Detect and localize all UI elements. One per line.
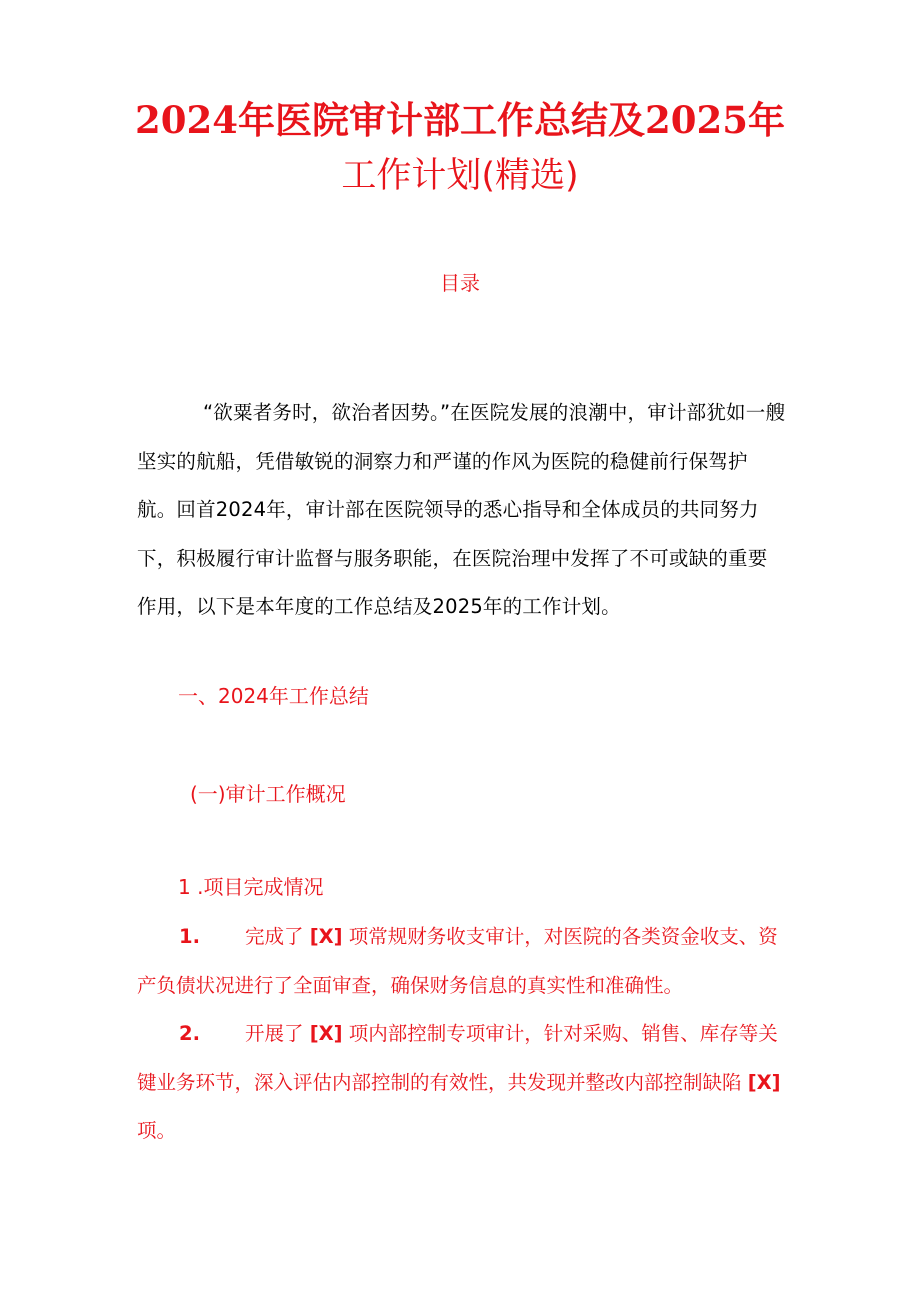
list-item-number: 1.	[179, 925, 200, 948]
placeholder-marker: [X]	[309, 925, 343, 948]
list-item-text-pre: 开展了	[245, 1022, 310, 1045]
subsection-heading-1: (一)审计工作概况	[190, 782, 346, 806]
list-item	[137, 1010, 787, 1156]
placeholder-marker: [X]	[747, 1070, 781, 1094]
list-item	[137, 913, 787, 1010]
intro-paragraph: “欲粟者务时，欲治者因势。”在医院发展的浪潮中，审计部犹如一艘坚实的航船，凭借敏锐的洞察力和严谨的作风为医院的稳健前行保驾护航。回首2024年，审计部在医院领导的悉心指导和全体成员的共同努力下，积极履行审计监督与服务职能，在医院治理中发挥了不可或缺的重要作用，以下是本年度的工作总结及2025年的工作计划。	[137, 401, 786, 618]
list-item-number: 2.	[179, 1022, 200, 1045]
title-line-2: 工作计划(精选)	[341, 156, 579, 196]
title-line-1: 2024年医院审计部工作总结及2025年	[135, 98, 785, 142]
section-heading-1: 一、2024年工作总结	[178, 684, 369, 708]
list-item-text-post: 项内部控制专项审计，针对采购、销售、库存等关键业务环节，深入评估内部控制的有效性，共发现并整改内部控制缺陷	[137, 1022, 778, 1094]
list-item-text-post: 项常规财务收支审计，对医院的各类资金收支、资产负债状况进行了全面审查，确保财务信息的真实性和准确性。	[137, 925, 778, 997]
document-title	[0, 92, 920, 204]
list-item-text-post: 项。	[137, 1119, 177, 1142]
item-group-heading: 1 .项目完成情况	[178, 875, 324, 899]
list-item-text-pre: 完成了	[245, 925, 310, 948]
toc-heading: 目录	[440, 271, 480, 295]
placeholder-marker: [X]	[309, 1022, 343, 1045]
